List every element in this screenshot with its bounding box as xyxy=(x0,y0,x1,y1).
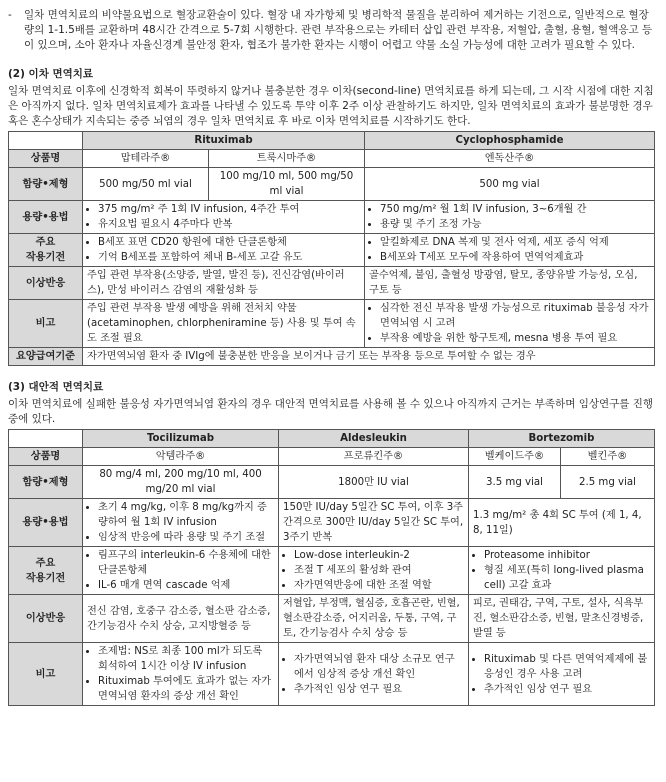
list-item: • 추가적인 임상 연구 필요 xyxy=(484,682,650,697)
intro-text: 일차 면역치료의 비약물요법으로 혈장교환술이 있다. 혈장 내 자가항체 및 병리학적 물질을 분리하여 제거하는 기전으로, 일반적으로 혈장량의 1-1.5배를 교환하며 48시간 간격으로 5-7회 시행한다. 관련 부작용으로는 카테터 삽입 관련 부작용, 저혈압, 출혈, 용혈, 혈액응고 등이 있으며, 소아 환자나 자율신경계 불안정 환자, 협조가 불가한 환자는 시행이 어렵고 약물 소실 가능성에 대한 고려가 필요할 수 있다. xyxy=(24,9,653,51)
list-item: • 림프구의 interleukin-6 수용체에 대한 단클론항체 xyxy=(98,548,274,578)
table-row xyxy=(9,547,655,595)
row-label-mechanism: 주요 작용기전 xyxy=(9,547,83,595)
strength-cell: 2.5 mg vial xyxy=(561,466,655,499)
drug-header-tocilizumab: Tocilizumab xyxy=(83,430,279,448)
row-label-dosage: 용량•용법 xyxy=(9,201,83,234)
list-item: • 부작용 예방을 위한 항구토제, mesna 병용 투여 필요 xyxy=(380,331,650,346)
product-cell: 엔독산주® xyxy=(365,150,655,168)
notes-cell xyxy=(83,643,279,706)
list-item: • Rituximab 및 다른 면역억제제에 불응성인 경우 사용 고려 xyxy=(484,652,650,682)
list-item: • IL-6 매개 면역 cascade 억제 xyxy=(98,578,274,593)
row-label-dosage: 용량•용법 xyxy=(9,499,83,547)
section-3-title: (3) 대안적 면역치료 xyxy=(8,381,104,393)
table-row xyxy=(9,430,655,448)
table-row xyxy=(9,448,655,466)
product-cell: 맙테라주® xyxy=(83,150,209,168)
drug-header-aldesleukin: Aldesleukin xyxy=(279,430,469,448)
row-label-adverse: 이상반응 xyxy=(9,595,83,643)
list-item: • 형질 세포(특히 long-lived plasma cell) 고갈 효과 xyxy=(484,563,650,593)
list-item: • 자가면역뇌염 환자 대상 소규모 연구에서 임상적 증상 개선 확인 xyxy=(294,652,464,682)
mechanism-list xyxy=(473,548,650,593)
row-label-criteria: 요양급여기준 xyxy=(9,348,83,366)
drug-header-cyclophosphamide: Cyclophosphamide xyxy=(365,132,655,150)
notes-list xyxy=(87,644,274,704)
table-row xyxy=(9,201,655,234)
notes-cell: 주입 관련 부작용 발생 예방을 위해 전처치 약물 (acetaminophen, chlorpheniramine 등) 사용 및 투여 속도 조절 필요 xyxy=(83,300,365,348)
row-label-strength: 함량•제형 xyxy=(9,168,83,201)
strength-cell: 500 mg/50 ml vial xyxy=(83,168,209,201)
section-2-title: (2) 이차 면역치료 xyxy=(8,68,94,80)
adverse-cell: 골수억제, 불임, 출혈성 방광염, 탈모, 종양유발 가능성, 오심, 구토 등 xyxy=(365,267,655,300)
list-item: • 추가적인 임상 연구 필요 xyxy=(294,682,464,697)
product-cell: 프로류킨주® xyxy=(279,448,469,466)
mechanism-list xyxy=(87,548,274,593)
drug-header-rituximab: Rituximab xyxy=(83,132,365,150)
table-row xyxy=(9,168,655,201)
table-corner-cell xyxy=(9,430,83,448)
list-item: • 기억 B세포를 포함하여 체내 B-세포 고갈 유도 xyxy=(98,250,360,265)
dosage-list xyxy=(87,500,274,545)
notes-cell xyxy=(279,643,469,706)
mechanism-list xyxy=(87,235,360,265)
notes-cell xyxy=(469,643,655,706)
list-item: • Rituximab 투여에도 효과가 없는 자가면역뇌염 환자의 증상 개선 확인 xyxy=(98,674,274,704)
table-row xyxy=(9,132,655,150)
row-label-strength: 함량•제형 xyxy=(9,466,83,499)
table-corner-cell xyxy=(9,132,83,150)
dosage-list xyxy=(369,202,650,232)
section-3-body: 이차 면역치료에 실패한 불응성 자가면역뇌염 환자의 경우 대안적 면역치료를 사용해 볼 수 있으나 아직까지 근거는 부족하며 임상연구를 진행중에 있다. xyxy=(8,398,654,425)
list-item: • 조절 T 세포의 활성화 관여 xyxy=(294,563,464,578)
list-item: • Proteasome inhibitor xyxy=(484,548,650,563)
strength-cell: 3.5 mg vial xyxy=(469,466,561,499)
product-cell: 트룩시마주® xyxy=(209,150,365,168)
dosage-cell xyxy=(83,499,279,547)
dosage-cell xyxy=(365,201,655,234)
mechanism-list xyxy=(283,548,464,593)
product-cell: 악템라주® xyxy=(83,448,279,466)
strength-cell: 100 mg/10 ml, 500 mg/50 ml vial xyxy=(209,168,365,201)
notes-cell xyxy=(365,300,655,348)
table-row xyxy=(9,466,655,499)
drug-header-bortezomib: Bortezomib xyxy=(469,430,655,448)
row-label-product: 상품명 xyxy=(9,150,83,168)
intro-paragraph xyxy=(8,8,658,53)
mechanism-cell xyxy=(279,547,469,595)
table-row xyxy=(9,595,655,643)
mechanism-cell xyxy=(83,547,279,595)
notes-list xyxy=(473,652,650,697)
strength-cell: 80 mg/4 ml, 200 mg/10 ml, 400 mg/20 ml vial xyxy=(83,466,279,499)
list-item: • 용량 및 주기 조정 가능 xyxy=(380,217,650,232)
table-row xyxy=(9,300,655,348)
table-row xyxy=(9,150,655,168)
list-item: • 알킬화제로 DNA 복제 및 전사 억제, 세포 증식 억제 xyxy=(380,235,650,250)
table-row xyxy=(9,643,655,706)
row-label-notes: 비고 xyxy=(9,300,83,348)
list-item: • 유지요법 필요시 4주마다 반복 xyxy=(98,217,360,232)
dosage-list xyxy=(87,202,360,232)
section-2-body: 일차 면역치료 이후에 신경학적 회복이 뚜렷하지 않거나 불충분한 경우 이차(second-line) 면역치료를 하게 되는데, 그 시작 시점에 대한 지침은 아직까지 없다. 일차 면역치료제가 효과를 나타낼 수 있도록 투약 이후 2주 이상 관찰하기도 하지만, 일차 면역치료의 효과가 불분명한 경우 혹은 혼수상태가 지속되는 중증 뇌염의 경우 일차 면역치료 후 바로 이차 면역치료를 시작하기도 한다. xyxy=(8,85,654,127)
criteria-cell: 자가면역뇌염 환자 중 IVIg에 불충분한 반응을 보이거나 금기 또는 부작용 등으로 투여할 수 없는 경우 xyxy=(83,348,655,366)
adverse-cell: 저혈압, 부정맥, 혈심증, 호흡곤란, 빈혈, 혈소판감소증, 어지러움, 두통, 구역, 구토, 간기능검사 수치 상승 등 xyxy=(279,595,469,643)
table-row xyxy=(9,348,655,366)
dosage-cell: 1.3 mg/m² 총 4회 SC 투여 (제 1, 4, 8, 11일) xyxy=(469,499,655,547)
dosage-cell xyxy=(83,201,365,234)
mechanism-cell xyxy=(365,234,655,267)
list-item: • 초기 4 mg/kg, 이후 8 mg/kg까지 증량하여 월 1회 IV infusion xyxy=(98,500,274,530)
row-label-notes: 비고 xyxy=(9,643,83,706)
list-item: • Low-dose interleukin-2 xyxy=(294,548,464,563)
product-cell: 벨케이드주® xyxy=(469,448,561,466)
bullet-dash: - xyxy=(8,9,12,21)
table-row xyxy=(9,499,655,547)
dosage-cell: 150만 IU/day 5일간 SC 투여, 이후 3주 간격으로 300만 IU/day 5일간 SC 투여, 3주기 반복 xyxy=(279,499,469,547)
list-item: • 심각한 전신 부작용 발생 가능성으로 rituximab 불응성 자가면역뇌염 시 고려 xyxy=(380,301,650,331)
list-item: • 375 mg/m² 주 1회 IV infusion, 4주간 투여 xyxy=(98,202,360,217)
adverse-cell: 전신 감염, 호중구 감소증, 혈소판 감소증, 간기능검사 수치 상승, 고지방혈증 등 xyxy=(83,595,279,643)
adverse-cell: 주입 관련 부작용(소양증, 발열, 발진 등), 진신감염(바이러스), 만성 바이러스 감염의 재활성화 등 xyxy=(83,267,365,300)
notes-list xyxy=(283,652,464,697)
list-item: • 750 mg/m² 월 1회 IV infusion, 3~6개월 간 xyxy=(380,202,650,217)
row-label-product: 상품명 xyxy=(9,448,83,466)
list-item: • 조제법: NS로 최종 100 ml가 되도록 희석하여 1시간 이상 IV infusion xyxy=(98,644,274,674)
list-item: • B세포 표면 CD20 항원에 대한 단클론항체 xyxy=(98,235,360,250)
list-item: • 자가면역반응에 대한 조절 역할 xyxy=(294,578,464,593)
notes-list xyxy=(369,301,650,346)
row-label-mechanism: 주요 작용기전 xyxy=(9,234,83,267)
strength-cell: 1800만 IU vial xyxy=(279,466,469,499)
list-item: • 임상적 반응에 따라 용량 및 주기 조절 xyxy=(98,530,274,545)
table-row xyxy=(9,267,655,300)
second-line-therapy-table xyxy=(8,131,655,366)
mechanism-list xyxy=(369,235,650,265)
strength-cell: 500 mg vial xyxy=(365,168,655,201)
alternative-therapy-table xyxy=(8,429,655,706)
row-label-adverse: 이상반응 xyxy=(9,267,83,300)
table-row xyxy=(9,234,655,267)
mechanism-cell xyxy=(469,547,655,595)
mechanism-cell xyxy=(83,234,365,267)
product-cell: 벨킨주® xyxy=(561,448,655,466)
adverse-cell: 피로, 권태감, 구역, 구토, 설사, 식욕부진, 혈소판감소증, 빈혈, 말초신경병증, 발열 등 xyxy=(469,595,655,643)
list-item: • B세포와 T세포 모두에 작용하여 면역억제효과 xyxy=(380,250,650,265)
